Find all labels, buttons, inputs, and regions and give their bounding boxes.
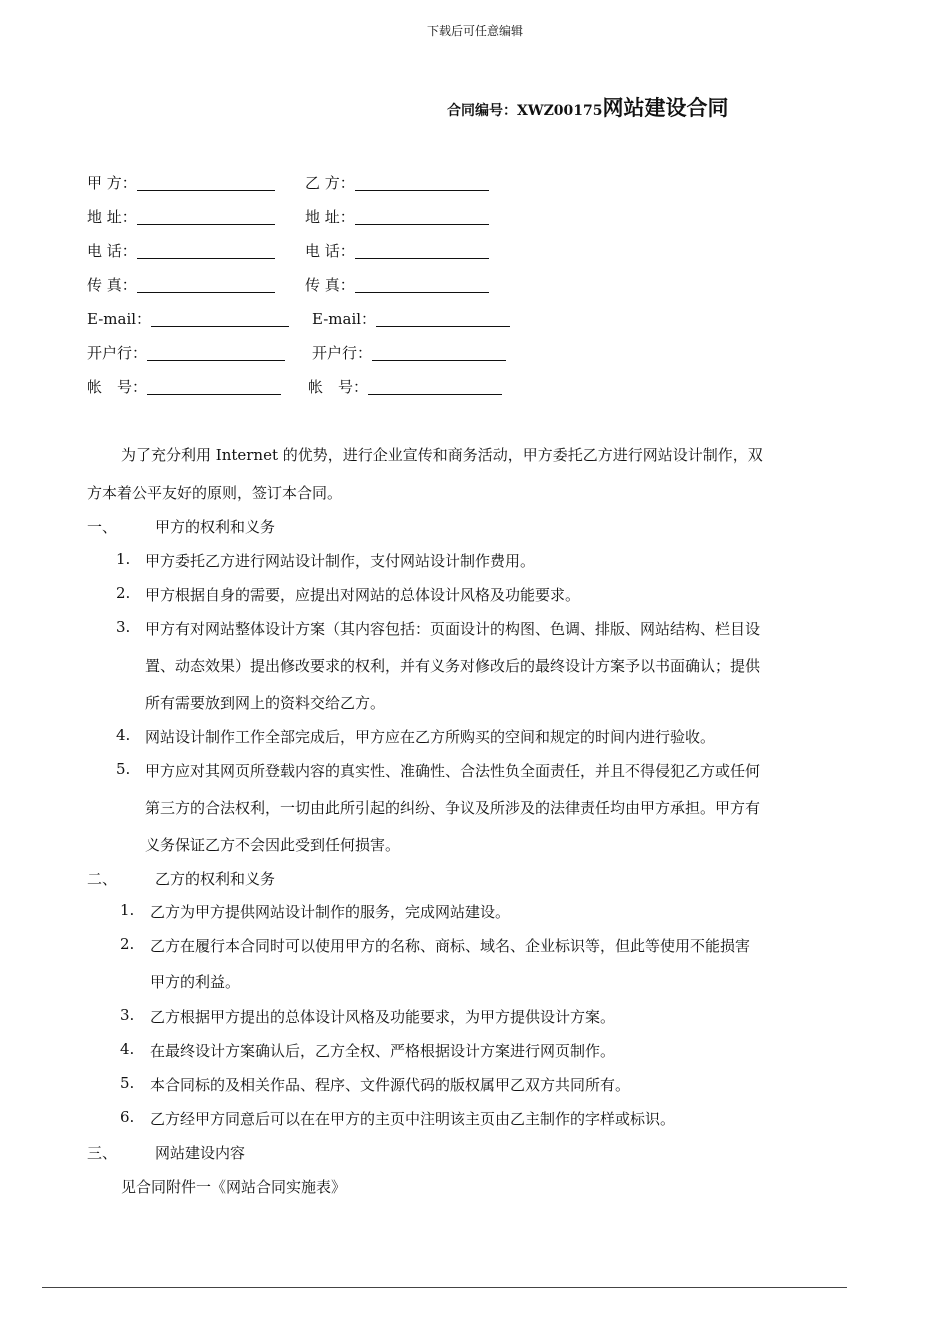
- blank-line: [368, 379, 502, 395]
- field-label: 电 话：: [87, 242, 137, 260]
- item-number: 4.: [120, 1040, 135, 1058]
- section-heading: 乙方的权利和义务: [155, 870, 276, 888]
- blank-line: [355, 243, 489, 259]
- blank-line: [355, 209, 489, 225]
- clause-text: 在最终设计方案确认后，乙方全权、严格根据设计方案进行网页制作。: [150, 1042, 616, 1060]
- party-b-name-row: [305, 172, 489, 193]
- field-label: 帐 号：: [87, 378, 148, 396]
- field-label: 地 址：: [87, 208, 137, 226]
- party-a-fax-row: [87, 274, 275, 295]
- contract-number: 合同编号：XWZ00175: [447, 103, 603, 119]
- clause-text: 本合同标的及相关作品、程序、文件源代码的版权属甲乙双方共同所有。: [150, 1076, 631, 1094]
- blank-line: [147, 379, 281, 395]
- clause-text: 义务保证乙方不会因此受到任何损害。: [145, 836, 401, 854]
- item-number: 6.: [120, 1108, 135, 1126]
- clause-text: 甲方应对其网页所登载内容的真实性、准确性、合法性负全面责任，并且不得侵犯乙方或任何: [145, 762, 761, 780]
- clause-text: 网站设计制作工作全部完成后，甲方应在乙方所购买的空间和规定的时间内进行验收。: [145, 728, 716, 746]
- clause-text: 乙方经甲方同意后可以在在甲方的主页中注明该主页由乙主制作的字样或标识。: [150, 1110, 676, 1128]
- blank-line: [151, 311, 289, 327]
- field-label: 乙 方：: [305, 174, 355, 192]
- field-label: 地 址：: [305, 208, 355, 226]
- item-number: 2.: [116, 584, 131, 602]
- blank-line: [376, 311, 510, 327]
- blank-line: [137, 277, 275, 293]
- contract-title: 网站建设合同: [602, 95, 729, 120]
- clause-text: 置、动态效果）提出修改要求的权利，并有义务对修改后的最终设计方案予以书面确认；提供: [145, 657, 761, 675]
- field-label: E-mail：: [87, 310, 152, 328]
- item-number: 3.: [116, 618, 131, 636]
- section-number: 三、: [87, 1144, 118, 1162]
- item-number: 5.: [116, 760, 131, 778]
- blank-line: [137, 209, 275, 225]
- party-b-address-row: [305, 206, 489, 227]
- party-b-email-row: [312, 308, 510, 329]
- blank-line: [147, 345, 285, 361]
- section-body: 见合同附件一《网站合同实施表》: [121, 1178, 347, 1196]
- clause-text: 甲方委托乙方进行网站设计制作，支付网站设计制作费用。: [145, 552, 536, 570]
- field-label: 帐 号：: [308, 378, 369, 396]
- blank-line: [137, 243, 275, 259]
- section-number: 二、: [87, 870, 118, 888]
- party-a-bank-row: [87, 342, 285, 363]
- party-a-phone-row: [87, 240, 275, 261]
- blank-line: [355, 277, 489, 293]
- party-a-name-row: [87, 172, 275, 193]
- section-number: 一、: [87, 518, 118, 536]
- blank-line: [372, 345, 506, 361]
- item-number: 2.: [120, 935, 135, 953]
- intro-line-1: 为了充分利用 Internet 的优势，进行企业宣传和商务活动，甲方委托乙方进行网站设计制作，双: [121, 446, 763, 464]
- item-number: 3.: [120, 1006, 135, 1024]
- blank-line: [355, 175, 489, 191]
- field-label: 开户行：: [87, 344, 148, 362]
- clause-text: 甲方有对网站整体设计方案（其内容包括：页面设计的构图、色调、排版、网站结构、栏目设: [145, 620, 761, 638]
- blank-line: [137, 175, 275, 191]
- field-label: 电 话：: [305, 242, 355, 260]
- section-heading: 甲方的权利和义务: [155, 518, 276, 536]
- party-b-fax-row: [305, 274, 489, 295]
- party-a-address-row: [87, 206, 275, 227]
- field-label: 甲 方：: [87, 174, 137, 192]
- party-b-bank-row: [312, 342, 506, 363]
- item-number: 4.: [116, 726, 131, 744]
- field-label: 传 真：: [87, 276, 137, 294]
- clause-text: 甲方的利益。: [150, 973, 241, 991]
- intro-line-2: 方本着公平友好的原则，签订本合同。: [87, 484, 343, 502]
- party-b-phone-row: [305, 240, 489, 261]
- field-label: 开户行：: [312, 344, 373, 362]
- field-label: E-mail：: [312, 310, 377, 328]
- clause-text: 乙方根据甲方提出的总体设计风格及功能要求，为甲方提供设计方案。: [150, 1008, 616, 1026]
- party-a-account-row: [87, 376, 281, 397]
- clause-text: 第三方的合法权利，一切由此所引起的纠纷、争议及所涉及的法律责任均由甲方承担。甲方有: [145, 799, 761, 817]
- footer-divider: [42, 1287, 847, 1288]
- header-note: 下载后可任意编辑: [426, 24, 523, 38]
- clause-text: 所有需要放到网上的资料交给乙方。: [145, 694, 386, 712]
- field-label: 传 真：: [305, 276, 355, 294]
- item-number: 5.: [120, 1074, 135, 1092]
- clause-text: 乙方在履行本合同时可以使用甲方的名称、商标、域名、企业标识等，但此等使用不能损害: [150, 937, 751, 955]
- item-number: 1.: [120, 901, 135, 919]
- clause-text: 甲方根据自身的需要，应提出对网站的总体设计风格及功能要求。: [145, 586, 581, 604]
- section-heading: 网站建设内容: [155, 1144, 246, 1162]
- party-a-email-row: [87, 308, 289, 329]
- document-title: [447, 92, 729, 122]
- item-number: 1.: [116, 550, 131, 568]
- party-b-account-row: [308, 376, 502, 397]
- clause-text: 乙方为甲方提供网站设计制作的服务，完成网站建设。: [150, 903, 511, 921]
